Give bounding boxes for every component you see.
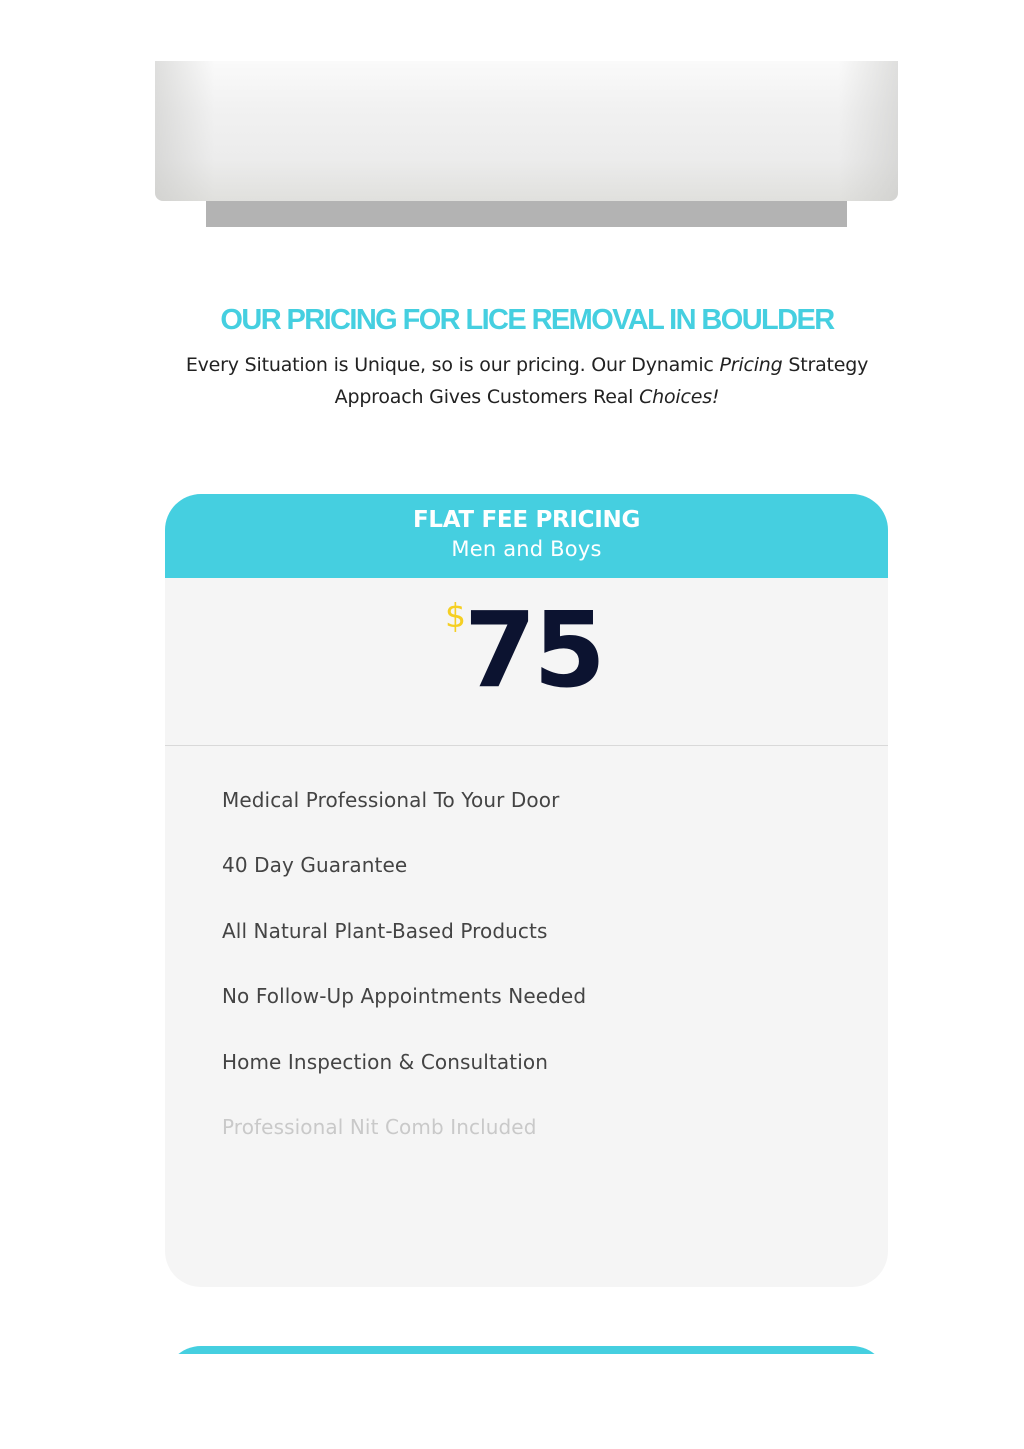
next-pricing-card-header [165,1346,888,1354]
feature-item: Medical Professional To Your Door [222,788,560,812]
feature-list [222,782,586,1174]
feature-item: All Natural Plant-Based Products [222,918,548,943]
feature-item: 40 Day Guarantee [222,853,408,878]
next-pricing-card-edge [165,1346,888,1354]
feature-item: No Follow-Up Appointments Needed [222,984,587,1009]
subtitle-text-1: Every Situation is Unique, so is our pricing. Our Dynamic [185,354,720,376]
pricing-section-title: OUR PRICING FOR LICE REMOVAL IN BOULDER [220,304,834,336]
price-amount: 75 [464,589,603,711]
currency-symbol: $ [445,596,466,635]
price-display [165,578,888,746]
subtitle-emphasis-choices: Choices! [639,386,720,408]
feature-item: Home Inspection & Consultation [222,1049,548,1074]
hero-image [155,61,898,201]
feature-item-excluded: Professional Nit Comb Included [222,1114,537,1139]
pricing-card [165,494,888,1287]
pricing-card-subtitle: Men and Boys [451,537,602,561]
subtitle-text-2: Strategy Approach Gives Customers Real [334,354,869,408]
pricing-card-header [165,494,888,578]
pricing-section-subtitle [150,349,904,413]
pricing-card-title: FLAT FEE PRICING [412,507,641,533]
subtitle-emphasis-pricing: Pricing [719,354,783,376]
hero-image-block [155,61,898,228]
